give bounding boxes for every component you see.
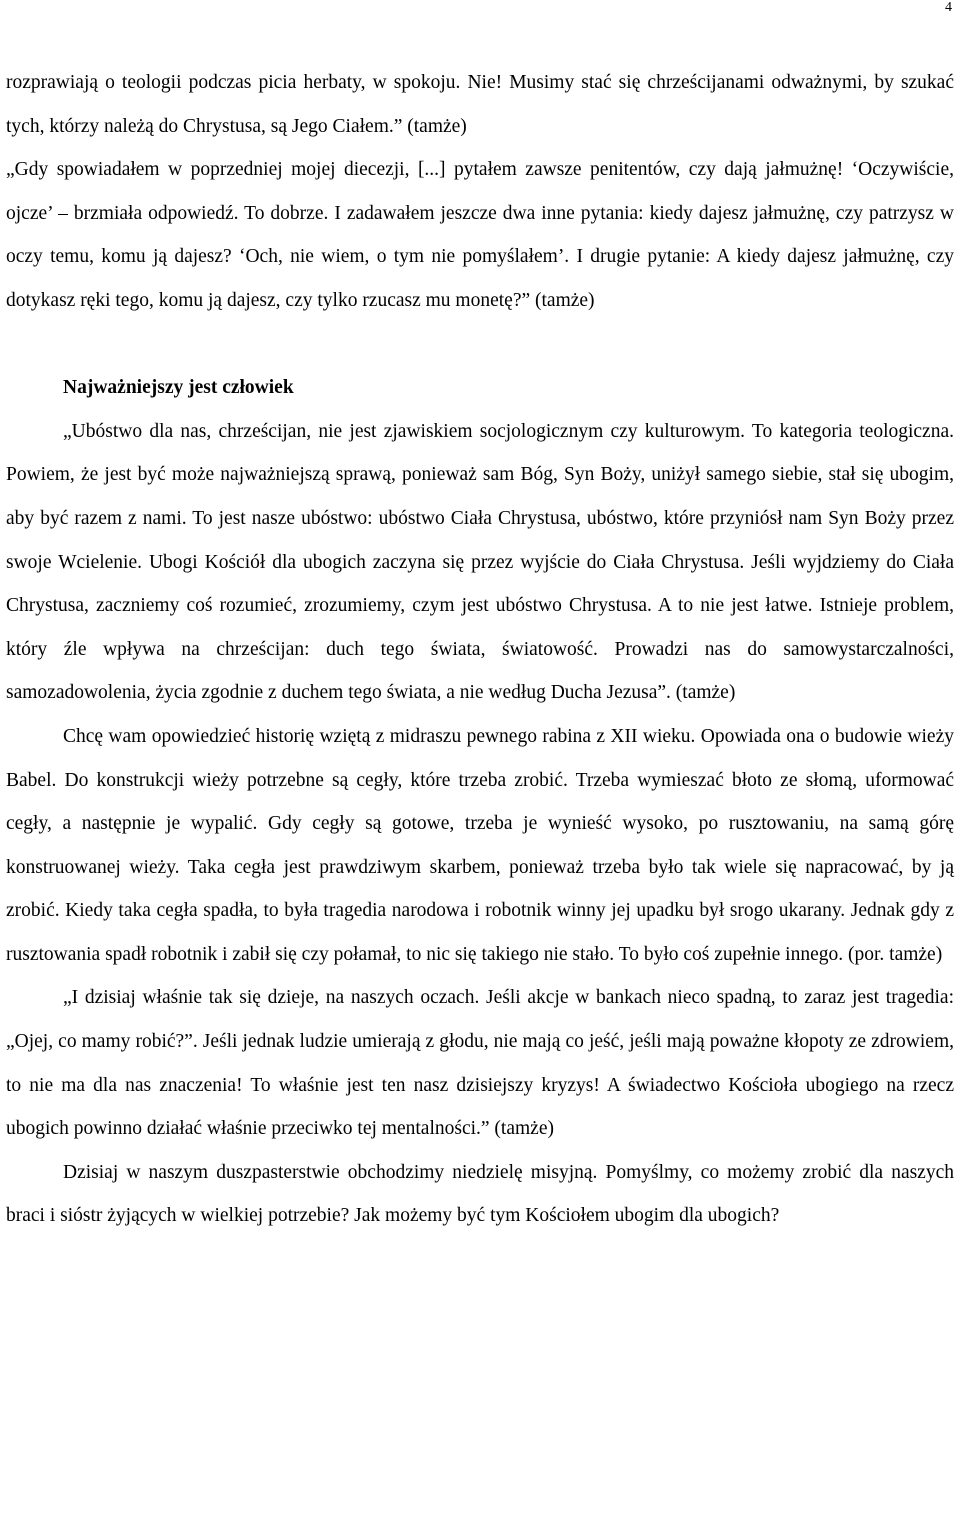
document-body	[6, 61, 954, 1238]
page-number: 4	[945, 0, 952, 15]
section-heading: Najważniejszy jest człowiek	[63, 377, 294, 399]
paragraph-today-crisis: „I dzisiaj właśnie tak się dzieje, na naszych oczach. Jeśli akcje w bankach nieco spadną, to zaraz jest tragedia: „Ojej, co mamy robić?”. Jeśli jednak ludzie umierają z głodu, nie mają co jeść, jeśli mają poważne kłopoty ze zdrowiem, to nie ma dla nas znaczenia! To właśnie jest ten nasz dzisiejszy kryzys! A świadectwo Kościoła ubogiego na rzecz ubogich powinno działać właśnie przeciwko tej mentalności.” (tamże)	[6, 987, 954, 1140]
spacer	[6, 323, 954, 367]
paragraph-mission-sunday: Dzisiaj w naszym duszpasterstwie obchodzimy niedzielę misyjną. Pomyślmy, co możemy zrobić dla naszych braci i sióstr żyjących w wielkiej potrzebie? Jak możemy być tym Kościołem ubogim dla ubogich?	[6, 1161, 954, 1227]
paragraph-poverty-quote: „Ubóstwo dla nas, chrześcijan, nie jest zjawiskiem socjologicznym czy kulturowym. To kategoria teologiczna. Powiem, że jest być może najważniejszą sprawą, ponieważ sam Bóg, Syn Boży, uniżył samego siebie, stał się ubogim, aby być razem z nami. To jest nasze ubóstwo: ubóstwo Ciała Chrystusa, ubóstwo, które przyniósł nam Syn Boży przez swoje Wcielenie. Ubogi Kościół dla ubogich zaczyna się przez wyjście do Ciała Chrystusa. Jeśli wyjdziemy do Ciała Chrystusa, zaczniemy coś rozumieć, zrozumiemy, czym jest ubóstwo Chrystusa. A to nie jest łatwe. Istnieje problem, który źle wpływa na chrześcijan: duch tego świata, światowość. Prowadzi nas do samowystarczalności, samozadowolenia, życia zgodnie z duchem tego świata, a nie według Ducha Jezusa”. (tamże)	[6, 420, 954, 704]
paragraph-quote-confession: „Gdy spowiadałem w poprzedniej mojej diecezji, [...] pytałem zawsze penitentów, czy dają jałmużnę! ‘Oczywiście, ojcze’ – brzmiała odpowiedź. To dobrze. I zadawałem jeszcze dwa inne pytania: kiedy dajesz jałmużnę, czy patrzysz w oczy temu, komu ją dajesz? ‘Och, nie wiem, o tym nie pomyślałem’. I drugie pytanie: A kiedy dajesz jałmużnę, czy dotykasz ręki tego, komu ją dajesz, czy tylko rzucasz mu monetę?” (tamże)	[6, 159, 954, 311]
paragraph-continuation: rozprawiają o teologii podczas picia herbaty, w spokoju. Nie! Musimy stać się chrześcijanami odważnymi, by szukać tych, którzy należą do Chrystusa, są Jego Ciałem.” (tamże)	[6, 72, 954, 137]
paragraph-midrash-story: Chcę wam opowiedzieć historię wziętą z midraszu pewnego rabina z XII wieku. Opowiada ona o budowie wieży Babel. Do konstrukcji wieży potrzebne są cegły, które trzeba zrobić. Trzeba wymieszać błoto ze słomą, uformować cegły, a następnie je wypalić. Gdy cegły są gotowe, trzeba je wynieść wysoko, po rusztowaniu, na samą górę konstruowanej wieży. Taka cegła jest prawdziwym skarbem, ponieważ trzeba było tak wiele się napracować, by ją zrobić. Kiedy taka cegła spadła, to była tragedia narodowa i robotnik winny jej upadku był srogo ukarany. Jednak gdy z rusztowania spadł robotnik i zabił się czy połamał, to nic się takiego nie stało. To było coś zupełnie innego. (por. tamże)	[6, 725, 954, 965]
